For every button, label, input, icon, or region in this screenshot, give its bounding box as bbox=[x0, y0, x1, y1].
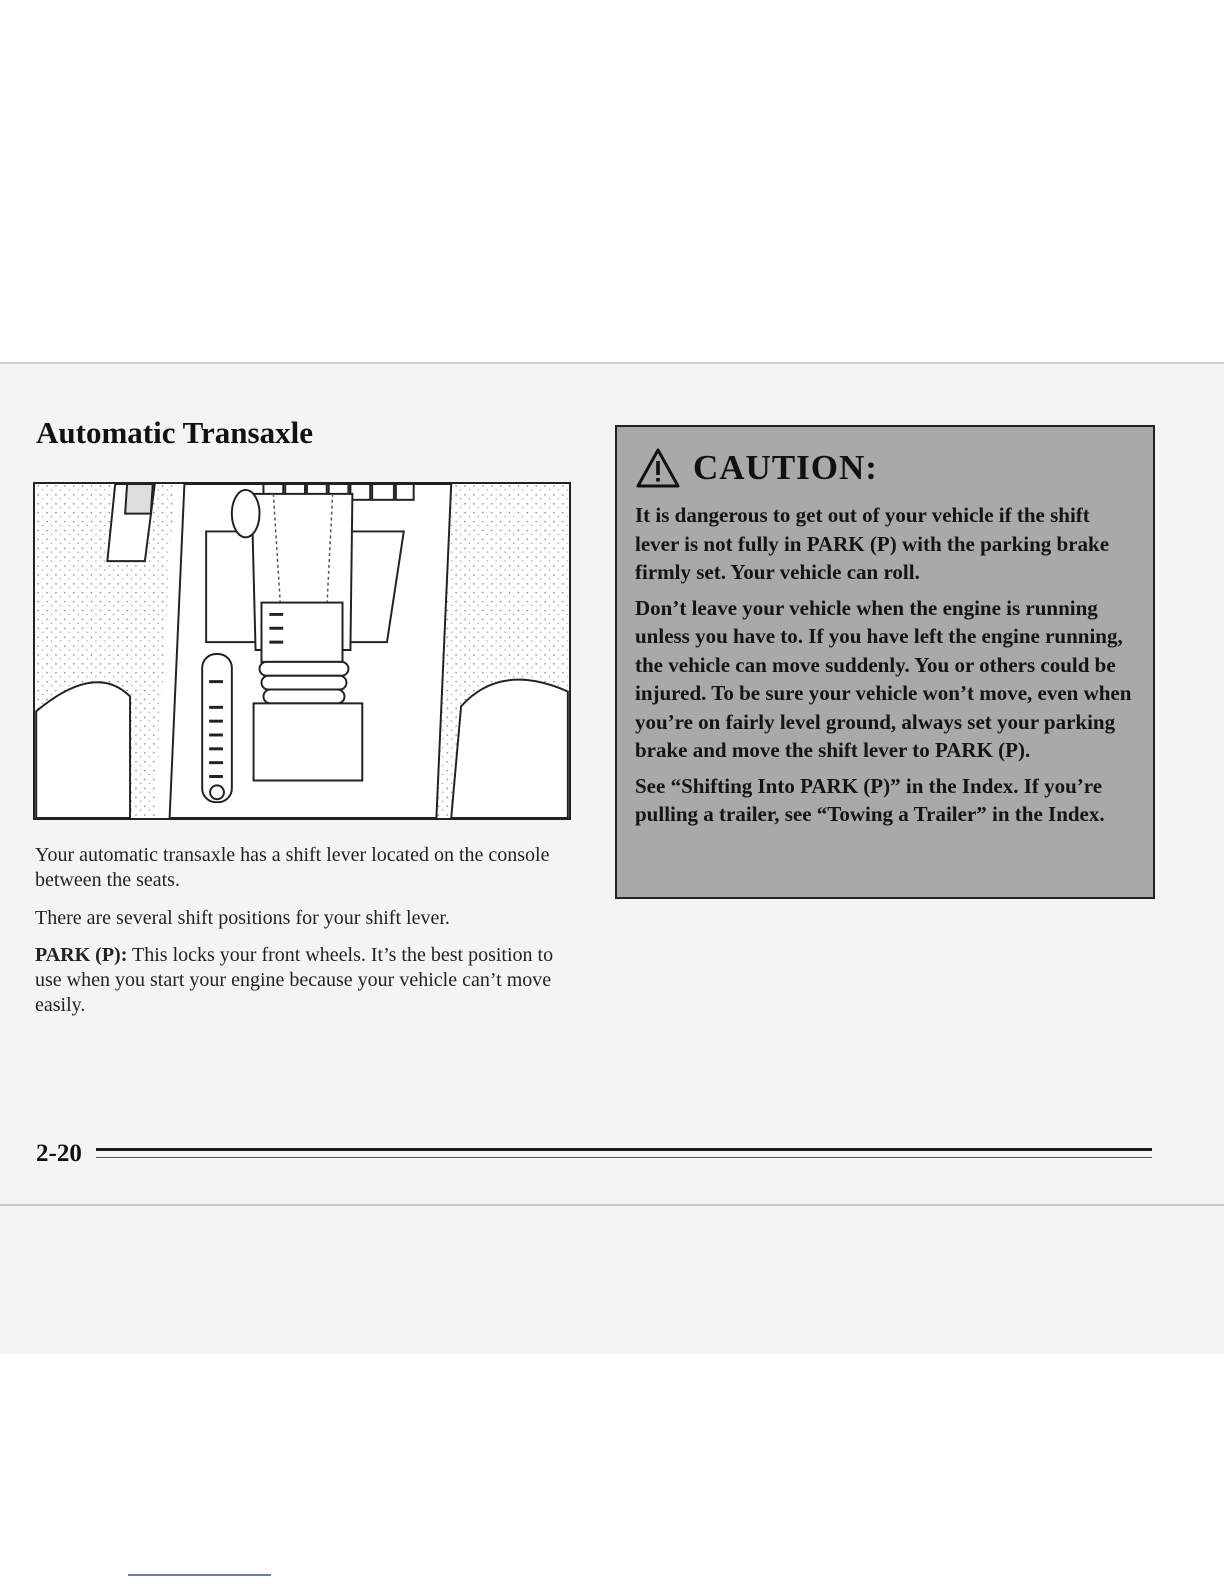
park-body: This locks your front wheels. It’s the best position to use when you start your engine because your vehicle can’t move easily. bbox=[35, 944, 554, 1016]
caution-title: CAUTION: bbox=[693, 448, 878, 487]
park-paragraph bbox=[35, 943, 575, 1018]
footer-rule bbox=[96, 1148, 1152, 1151]
caution-paragraph-3: See “Shifting Into PARK (P)” in the Index. If you’re pulling a trailer, see “Towing a Trailer” in the Index. bbox=[635, 773, 1105, 826]
page-number: 2-20 bbox=[36, 1140, 82, 1167]
intro-paragraph: Your automatic transaxle has a shift lever located on the console between the seats. bbox=[35, 844, 550, 891]
console-drawing bbox=[35, 484, 569, 818]
park-lead: PARK (P): bbox=[35, 944, 128, 966]
caution-paragraph-2: Don’t leave your vehicle when the engine is running unless you have to. If you have left the engine running, the vehicle can move suddenly. You or others could be injured. To be sure your vehicle won’t move, even when you’re on fairly level ground, always set your parking brake and move the shift lever to PARK (P). bbox=[635, 595, 1132, 762]
band-bottom-rule bbox=[0, 1204, 1224, 1206]
scan-artifact-line bbox=[128, 1574, 271, 1576]
shift-lever-illustration bbox=[33, 482, 571, 820]
footer-rule-thin bbox=[96, 1157, 1152, 1158]
caution-paragraph-1: It is dangerous to get out of your vehicle if the shift lever is not fully in PARK (P) with the parking brake firmly set. Your vehicle can roll. bbox=[635, 503, 1110, 584]
warning-triangle-icon bbox=[635, 447, 681, 489]
caution-box bbox=[615, 425, 1155, 899]
section-title: Automatic Transaxle bbox=[36, 415, 313, 450]
shift-positions-paragraph: There are several shift positions for your shift lever. bbox=[35, 907, 450, 929]
caution-header bbox=[635, 447, 1135, 489]
band-top-rule bbox=[0, 362, 1224, 364]
